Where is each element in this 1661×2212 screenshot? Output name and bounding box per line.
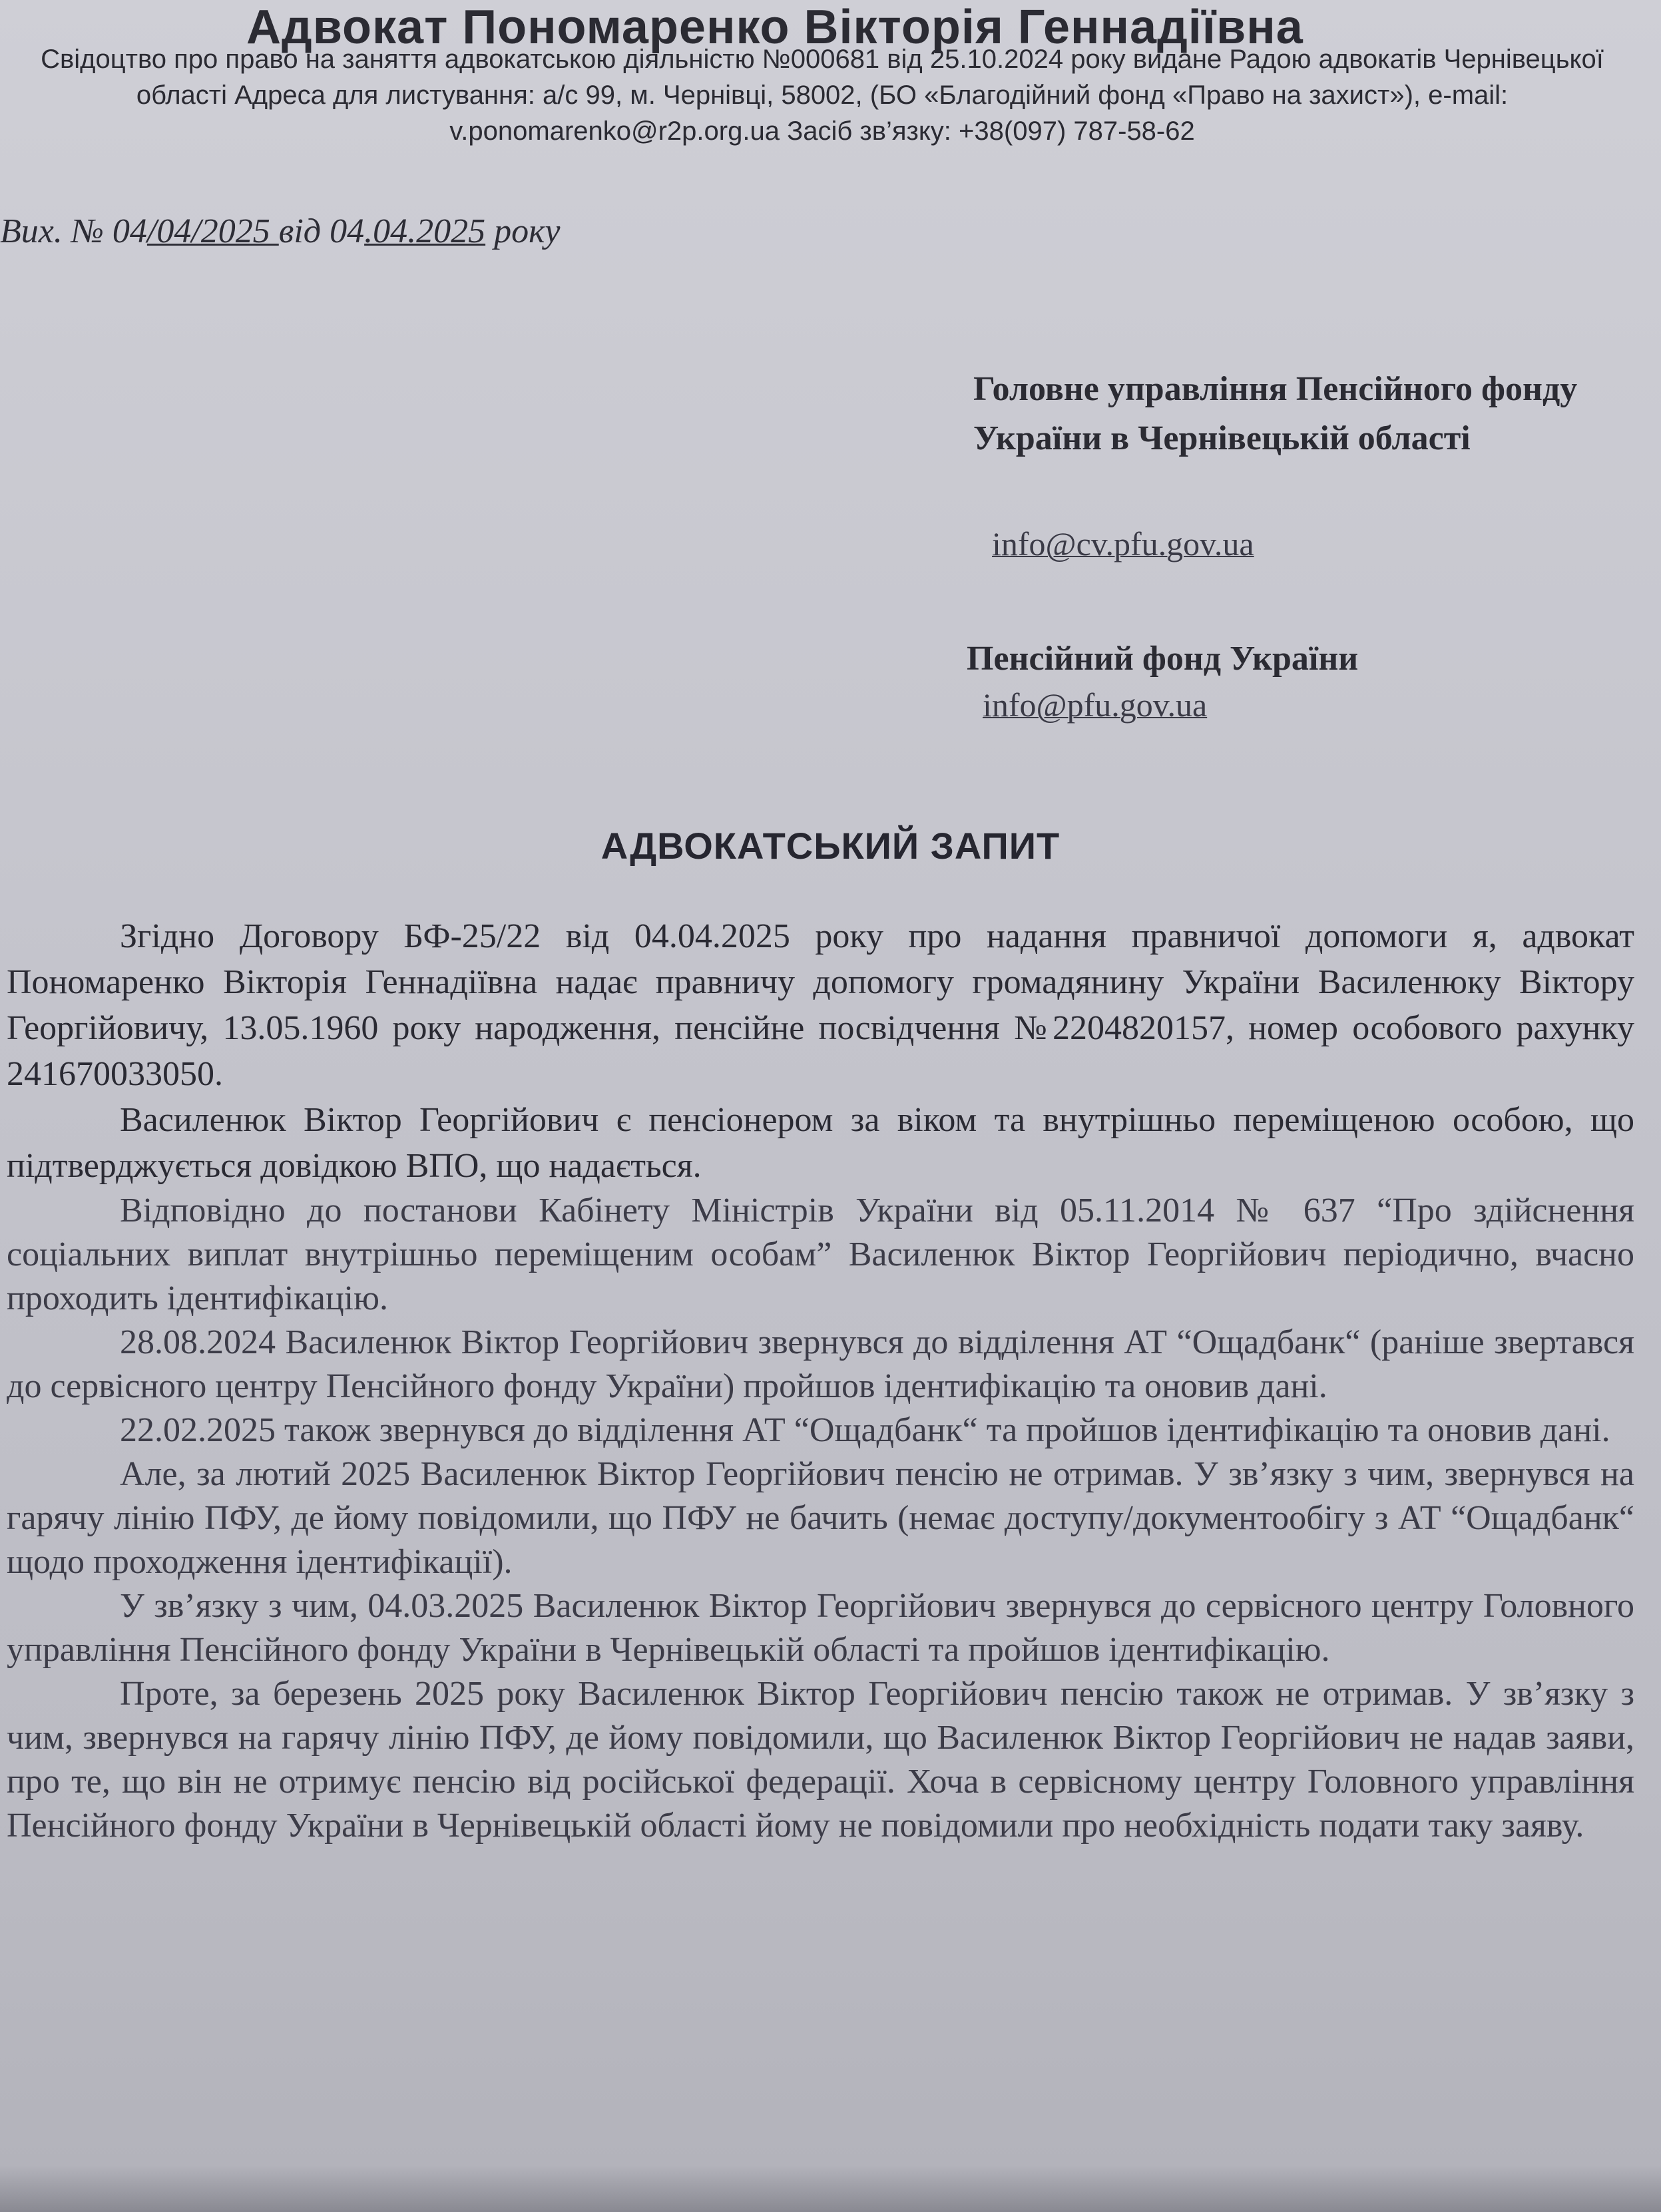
body-paragraph: У зв’язку з чим, 04.03.2025 Василенюк Віктор Георгійович звернувся до сервісного центру Головного управління Пенсійного фонду України в Чернівецькій області та пройшов ідентифікацію. [7,1587,1634,1669]
attorney-details: Свідоцтво про право на заняття адвокатською діяльністю №000681 від 25.10.2024 року видане Радою адвокатів Чернівецької області Адреса для листування: а/с 99, м. Чернівці, 58002, (БО «Благодійний фонд «Право на захист»), e-mail: v.ponomarenko@r2p.org.ua Засіб зв’язку: +38(097) 787-58-62 [41,45,1604,146]
recipient-name: Пенсійний фонд України [967,640,1359,678]
body-paragraph: Згідно Договору БФ-25/22 від 04.04.2025 року про надання правничої допомоги я, адвокат Пономаренко Вікторія Геннадіївна надає правничу допомогу громадянину України Василенюку Віктору Георгійовичу, 13.05.1960 року народження, пенсійне посвідчення №2204820157, номер особового рахунку 241670033050. [7,917,1634,1093]
outgoing-number-underlined: /04/2025 [146,212,279,250]
recipient-email-link[interactable]: info@cv.pfu.gov.ua [992,525,1254,562]
document-body [7,913,1634,1848]
body-paragraph: Проте, за березень 2025 року Василенюк Віктор Георгійович пенсію також не отримав. У зв’язку з чим, звернувся на гарячу лінію ПФУ, де йому повідомили, що Василенюк Віктор Георгійович не надав заяви, про те, що він не отримує пенсію від російської федерації. Хоча в сервісному центру Головного управління Пенсійного фонду України в Чернівецькій області йому не повідомили про необхідність подати таку заяву. [7,1675,1634,1845]
outgoing-from-word: від 04 [278,212,365,250]
body-paragraph: 22.02.2025 також звернувся до відділення АТ “Ощадбанк“ та пройшов ідентифікацію та оновив дані. [120,1411,1610,1449]
body-paragraph: Відповідно до постанови Кабінету Міністрів України від 05.11.2014 № 637 “Про здійснення соціальних виплат внутрішньо переміщеним особам” Василенюк Віктор Георгійович періодично, вчасно проходить ідентифікацію. [7,1192,1634,1317]
recipient-email-link[interactable]: info@pfu.gov.ua [983,686,1208,724]
outgoing-suffix: року [485,212,561,250]
body-paragraph: 28.08.2024 Василенюк Віктор Георгійович звернувся до відділення АТ “Ощадбанк“ (раніше звертався до сервісного центру Пенсійного фонду України) пройшов ідентифікацію та оновив дані. [7,1323,1634,1405]
outgoing-prefix: Вих. № 04 [0,212,147,250]
body-paragraph: Але, за лютий 2025 Василенюк Віктор Георгійович пенсію не отримав. У зв’язку з чим, звернувся на гарячу лінію ПФУ, де йому повідомили, що ПФУ не бачить (немає доступу/документообігу з АТ “Ощадбанк“ щодо проходження ідентифікації). [7,1455,1634,1581]
page-bottom-shadow [0,2165,1661,2212]
recipient-name: Головне управління Пенсійного фонду України в Чернівецькій області [973,370,1578,457]
document-title: АДВОКАТСЬКИЙ ЗАПИТ [600,825,1061,867]
outgoing-number [0,212,561,251]
attorney-name: Адвокат Пономаренко Вікторія Геннадіївна [246,1,1304,54]
body-paragraph: Василенюк Віктор Георгійович є пенсіонером за віком та внутрішньо переміщеною особою, що підтверджується довідкою ВПО, що надається. [7,1101,1634,1185]
outgoing-date-underlined: .04.2025 [364,212,486,250]
